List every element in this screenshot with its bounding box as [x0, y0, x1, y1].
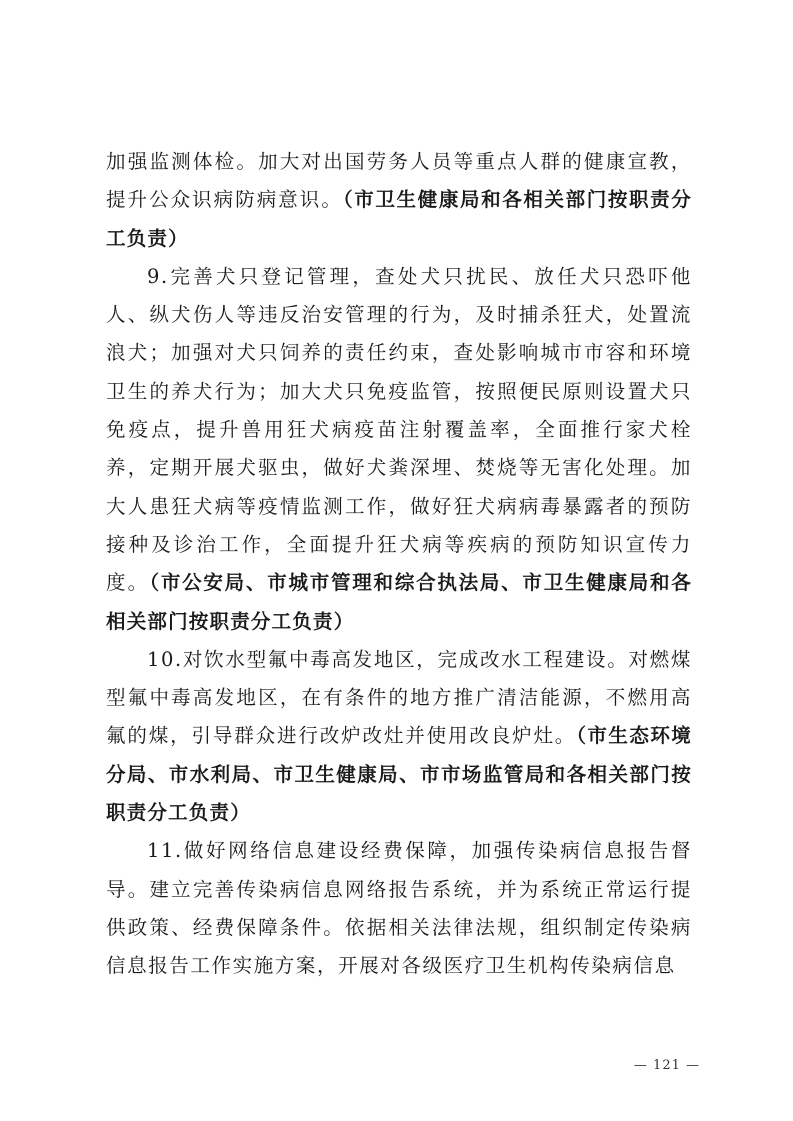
body-text	[106, 143, 692, 986]
paragraph-item-11	[106, 832, 692, 985]
paragraph-continuation	[106, 143, 692, 258]
paragraph-item-9	[106, 258, 692, 641]
paragraph-text: 11.做好网络信息建设经费保障，加强传染病信息报告督导。建立完善传染病信息网络报告系统，并为系统正常运行提供政策、经费保障条件。依据相关法律法规，组织制定传染病信息报告工作实施方案，开展对各级医疗卫生机构传染病信息	[106, 839, 692, 978]
paragraph-text: 9.完善犬只登记管理，查处犬只扰民、放任犬只恐吓他人、纵犬伤人等违反治安管理的行为，及时捕杀狂犬，处置流浪犬；加强对犬只饲养的责任约束，查处影响城市市容和环境卫生的养犬行为；加大犬只免疫监管，按照便民原则设置犬只免疫点，提升兽用狂犬病疫苗注射覆盖率，全面推行家犬栓养，定期开展犬驱虫，做好犬粪深埋、焚烧等无害化处理。加大人患狂犬病等疫情监测工作，做好狂犬病病毒暴露者的预防接种及诊治工作，全面提升狂犬病等疾病的预防知识宣传力度。	[106, 264, 692, 595]
paragraph-item-10	[106, 641, 692, 832]
page-number: — 121 —	[633, 1058, 700, 1073]
responsibility-note: （市卫生健康局和各相关部门按职责分工负责）	[106, 188, 692, 250]
paragraph-text: 加强监测体检。加大对出国劳务人员等重点人群的健康宣教，提升公众识病防病意识。	[106, 150, 692, 212]
paragraph-text: 10.对饮水型氟中毒高发地区，完成改水工程建设。对燃煤型氟中毒高发地区，在有条件的地方推广清洁能源，不燃用高氟的煤，引导群众进行改炉改灶并使用改良炉灶。	[106, 647, 692, 748]
responsibility-note: （市公安局、市城市管理和综合执法局、市卫生健康局和各相关部门按职责分工负责）	[106, 571, 693, 633]
responsibility-note: （市生态环境分局、市水利局、市卫生健康局、市市场监管局和各相关部门按职责分工负责）	[106, 724, 692, 825]
